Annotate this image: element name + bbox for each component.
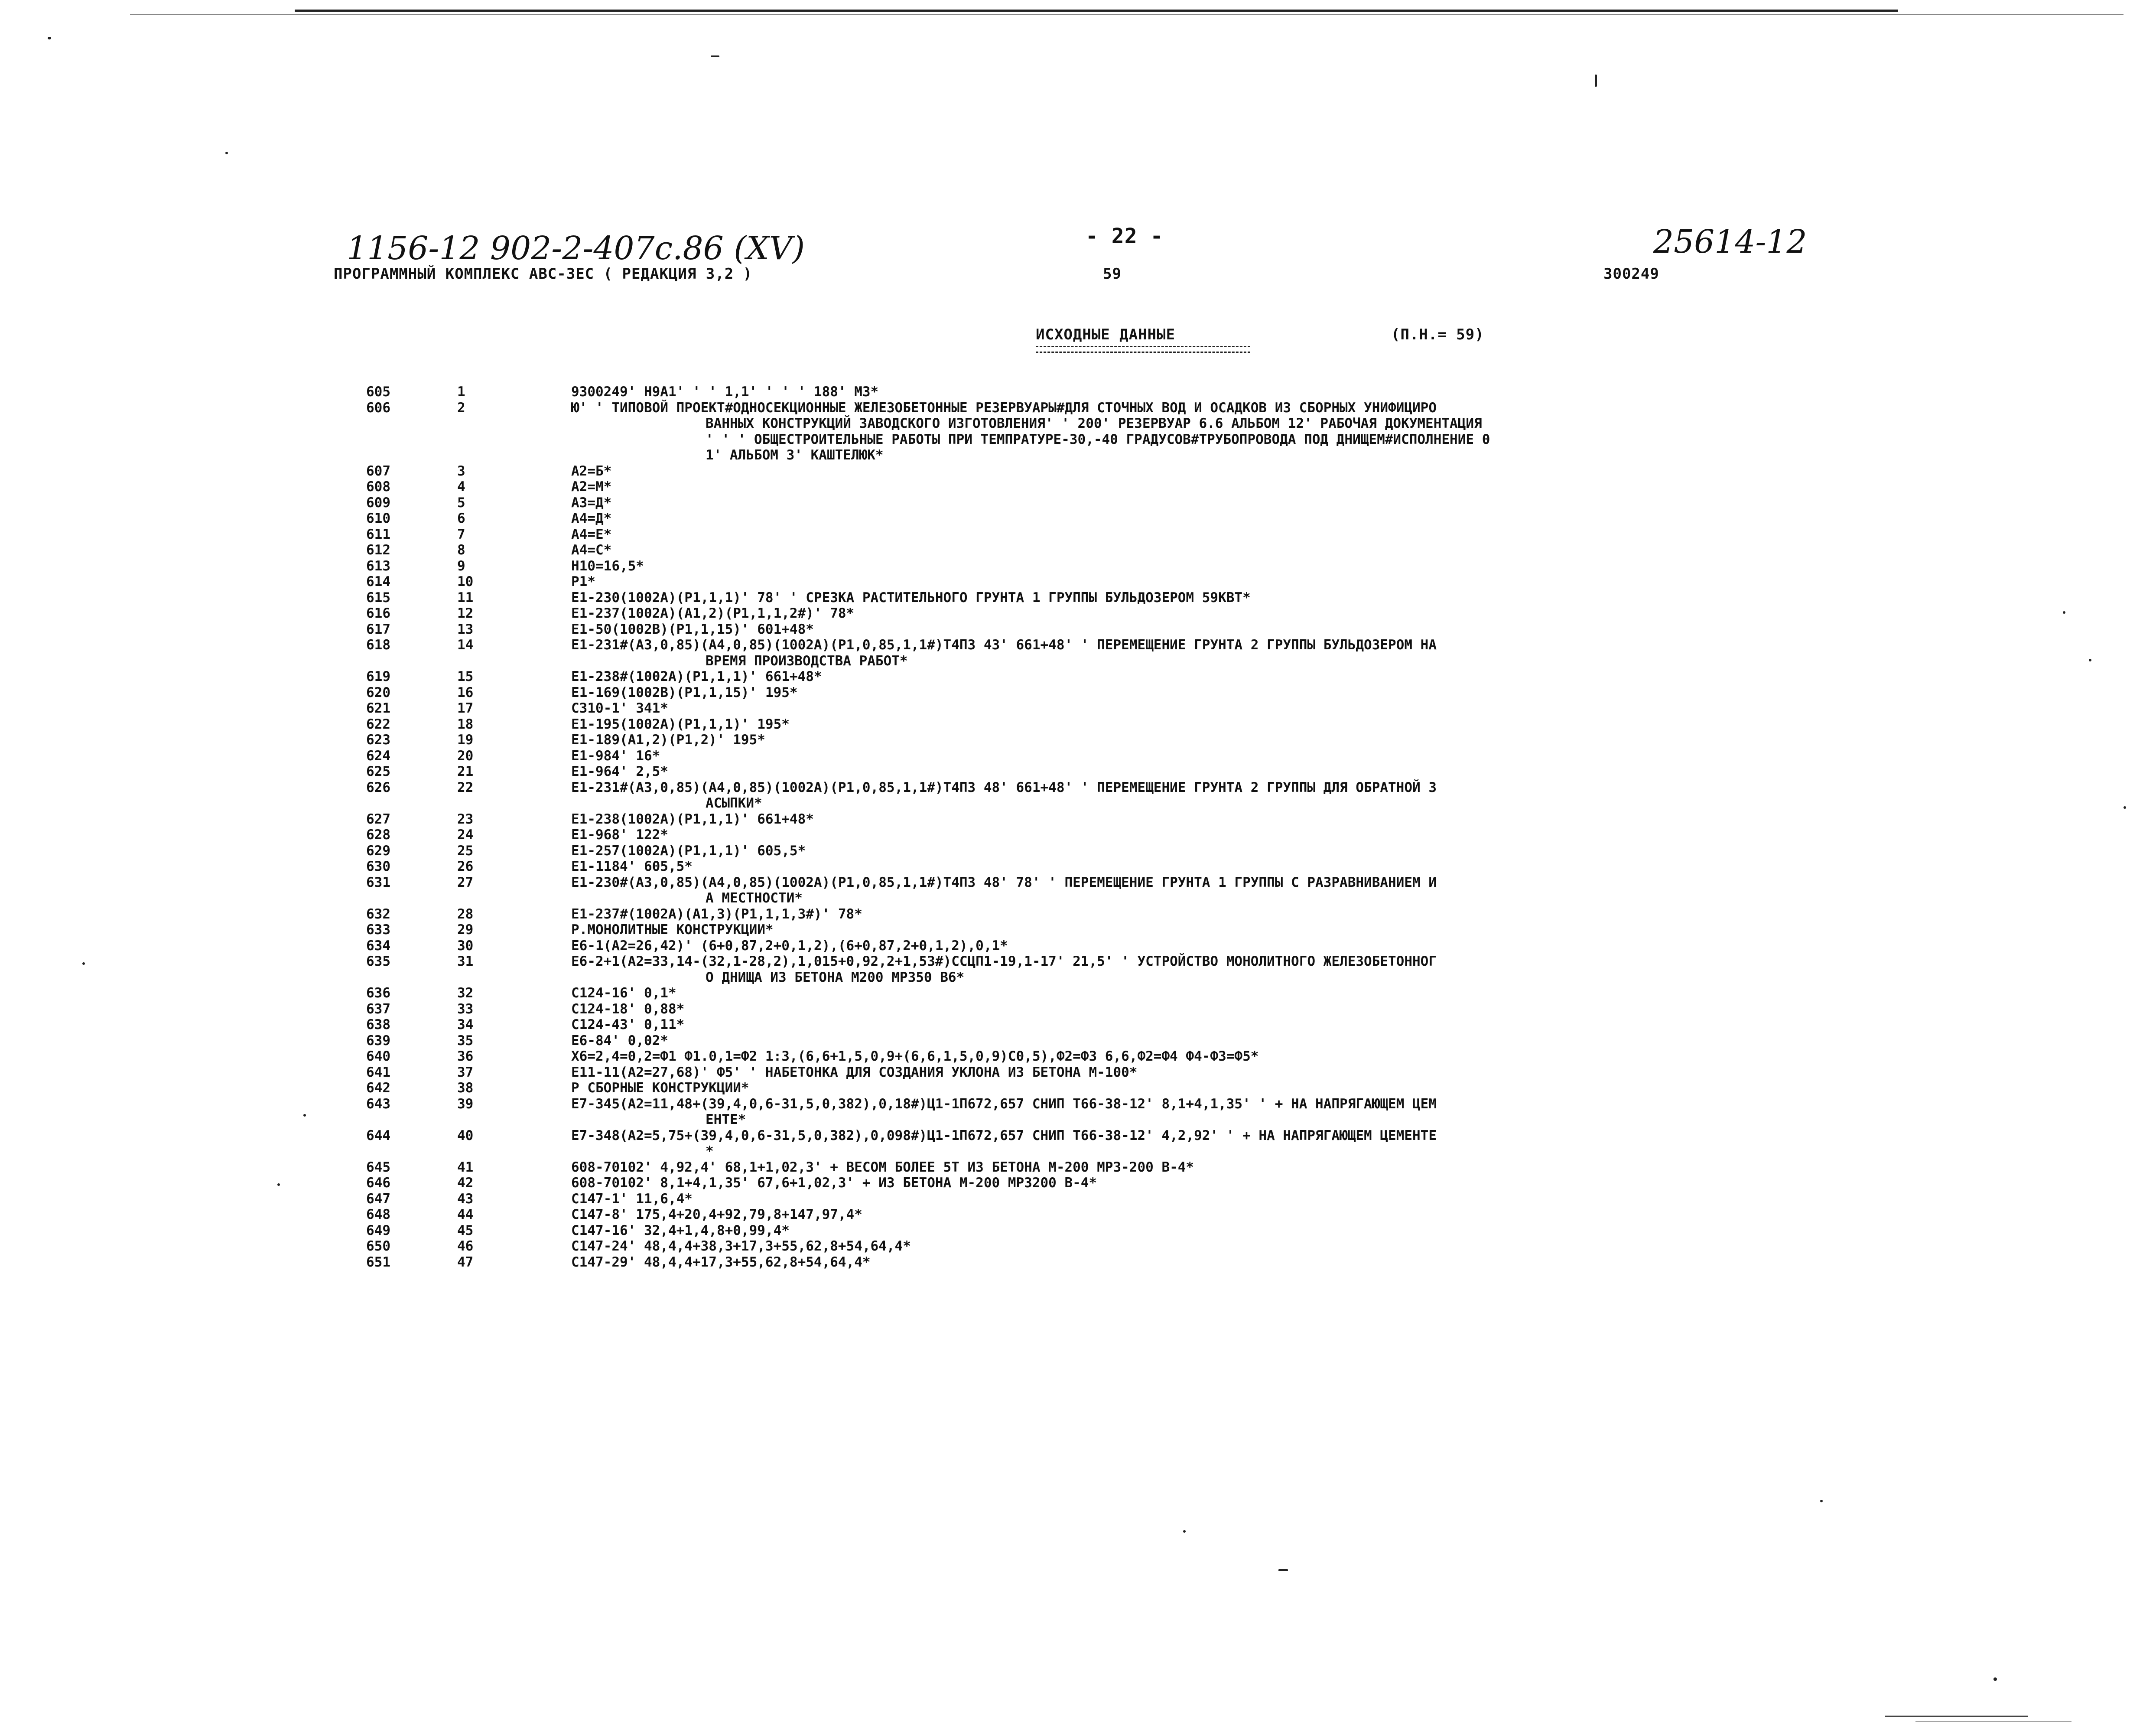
listing-row (0, 780, 2156, 796)
statement-number: 13 (457, 621, 474, 637)
line-number: 606 (366, 400, 390, 416)
statement-text: Е1-230#(А3,0,85)(А4,0,85)(1002А)(Р1,0,85,1,1#)Т4П3 48' 78' ' ПЕРЕМЕЩЕНИЕ ГРУНТА 1 ГРУППЫ С РАЗРАВНИВАНИЕМ И (571, 874, 1437, 890)
line-number: 638 (366, 1017, 390, 1032)
line-number: 621 (366, 700, 390, 716)
bottom-rule (1915, 1721, 2071, 1722)
listing-row (0, 1207, 2156, 1223)
handwritten-reference-left: 1156-12 902-2-407с.86 (XV) (347, 230, 805, 267)
statement-text: Е1-169(1002В)(Р1,1,15)' 195* (571, 684, 798, 700)
statement-number: 22 (457, 779, 474, 795)
line-number: 610 (366, 511, 390, 526)
statement-text: Е1-189(А1,2)(Р1,2)' 195* (571, 732, 765, 748)
statement-text: Е6-84' 0,02* (571, 1032, 668, 1049)
statement-number: 21 (457, 764, 474, 779)
statement-continuation: А МЕСТНОСТИ* (706, 890, 803, 906)
statement-text: Е1-237(1002А)(А1,2)(Р1,1,1,2#)' 78* (571, 606, 855, 621)
statement-number: 37 (457, 1064, 474, 1080)
statement-number: 29 (457, 922, 474, 938)
listing-row (0, 1128, 2156, 1144)
statement-number: 18 (457, 716, 474, 732)
line-number: 639 (366, 1032, 390, 1049)
listing-row (0, 700, 2156, 716)
statement-text: 9300249' Н9А1' ' ' 1,1' ' ' ' 188' М3* (571, 384, 879, 400)
listing-row (0, 1159, 2156, 1176)
line-number: 636 (366, 985, 390, 1001)
statement-text: С147-29' 48,4,4+17,3+55,62,8+54,64,4* (571, 1254, 871, 1270)
line-number: 635 (366, 954, 390, 969)
scan-speck (225, 152, 228, 154)
statement-text: А4=Д* (571, 511, 612, 526)
scan-speck (1820, 1500, 1823, 1502)
listing-row (0, 606, 2156, 622)
section-pn: (П.Н.= 59) (1391, 326, 1484, 343)
statement-text: Е1-231#(А3,0,85)(А4,0,85)(1002А)(Р1,0,85,1,1#)Т4П3 43' 661+48' ' ПЕРЕМЕЩЕНИЕ ГРУНТА 2 ГРУППЫ БУЛЬДОЗЕРОМ НА (571, 637, 1437, 653)
listing-row (0, 527, 2156, 543)
statement-text: Е1-237#(1002А)(А1,3)(Р1,1,1,3#)' 78* (571, 906, 862, 922)
statement-continuation: АСЫПКИ* (706, 795, 762, 811)
page-marker: - 22 - (1086, 224, 1164, 248)
statement-continuation: 1' АЛЬБОМ 3' КАШТЕЛЮК* (706, 447, 884, 463)
statement-text: Е1-964' 2,5* (571, 764, 668, 779)
statement-continuation: * (706, 1143, 714, 1159)
statement-number: 2 (457, 400, 465, 416)
statement-text: Е11-11(А2=27,68)' Ф5' ' НАБЕТОНКА ДЛЯ СОЗДАНИЯ УКЛОНА ИЗ БЕТОНА М-100* (571, 1064, 1138, 1080)
listing-row (0, 985, 2156, 1001)
line-number: 650 (366, 1238, 390, 1254)
statement-number: 26 (457, 859, 474, 874)
line-number: 626 (366, 779, 390, 795)
line-number: 643 (366, 1096, 390, 1112)
listing-row (0, 827, 2156, 843)
statement-number: 43 (457, 1191, 474, 1207)
listing-row (0, 1191, 2156, 1207)
statement-text: А3=Д* (571, 495, 612, 511)
statement-text: 608-70102' 4,92,4' 68,1+1,02,3' + ВЕСОМ БОЛЕЕ 5Т ИЗ БЕТОНА М-200 МРЗ-200 В-4* (571, 1159, 1194, 1175)
statement-number: 47 (457, 1254, 474, 1270)
page-number: 59 (1103, 265, 1122, 283)
statement-number: 17 (457, 700, 474, 716)
line-number: 630 (366, 859, 390, 874)
listing-row (0, 1001, 2156, 1017)
listing-row (0, 400, 2156, 416)
line-number: 609 (366, 495, 390, 511)
line-number: 612 (366, 542, 390, 558)
statement-text: Е1-968' 122* (571, 827, 668, 843)
statement-number: 27 (457, 874, 474, 890)
line-number: 651 (366, 1254, 390, 1270)
line-number: 614 (366, 574, 390, 589)
statement-number: 3 (457, 463, 465, 479)
listing-row (0, 1017, 2156, 1033)
line-number: 644 (366, 1127, 390, 1143)
statement-text: А4=Е* (571, 526, 612, 542)
scan-speck (1183, 1530, 1186, 1533)
statement-number: 35 (457, 1032, 474, 1049)
statement-text: С310-1' 341* (571, 700, 668, 716)
listing-row (0, 1096, 2156, 1112)
listing-row (0, 1254, 2156, 1270)
statement-number: 6 (457, 511, 465, 526)
statement-number: 9 (457, 558, 465, 574)
statement-number: 19 (457, 732, 474, 748)
line-number: 629 (366, 843, 390, 859)
line-number: 634 (366, 938, 390, 954)
line-number: 616 (366, 606, 390, 621)
scan-speck (277, 1183, 280, 1186)
statement-text: С147-8' 175,4+20,4+92,79,8+147,97,4* (571, 1207, 862, 1222)
line-number: 607 (366, 463, 390, 479)
statement-text: А4=С* (571, 542, 612, 558)
line-number: 637 (366, 1001, 390, 1017)
line-number: 646 (366, 1175, 390, 1191)
line-number: 625 (366, 764, 390, 779)
listing-row (0, 922, 2156, 938)
scan-speck (1595, 75, 1597, 87)
line-number: 627 (366, 811, 390, 827)
statement-number: 31 (457, 954, 474, 969)
statement-text: Р СБОРНЫЕ КОНСТРУКЦИИ* (571, 1080, 749, 1096)
listing-row (0, 748, 2156, 764)
statement-number: 12 (457, 606, 474, 621)
line-number: 647 (366, 1191, 390, 1207)
scan-speck (2063, 611, 2065, 614)
statement-number: 20 (457, 748, 474, 764)
statement-text: Е6-1(А2=26,42)' (6+0,87,2+0,1,2),(6+0,87,2+0,1,2),0,1* (571, 938, 1008, 954)
listing-row (0, 1049, 2156, 1065)
listing-row (0, 764, 2156, 780)
listing-row (0, 811, 2156, 827)
statement-continuation: ' ' ' ОБЩЕСТРОИТЕЛЬНЫЕ РАБОТЫ ПРИ ТЕМПРАТУРЕ-30,-40 ГРАДУСОВ#ТРУБОПРОВОДА ПОД ДНИЩЕМ#ИСПОЛНЕНИЕ 0 (706, 431, 1490, 447)
statement-number: 40 (457, 1127, 474, 1143)
listing-row (0, 875, 2156, 891)
statement-number: 42 (457, 1175, 474, 1191)
document-code: 300249 (1603, 265, 1659, 283)
statement-text: Ю' ' ТИПОВОЙ ПРОЕКТ#ОДНОСЕКЦИОННЫЕ ЖЕЛЕЗОБЕТОННЫЕ РЕЗЕРВУАРЫ#ДЛЯ СТОЧНЫХ ВОД И ОСАДКОВ ИЗ СБОРНЫХ УНИФИЦИРО (571, 400, 1437, 416)
listing-row (0, 859, 2156, 875)
line-number: 641 (366, 1064, 390, 1080)
listing-row (0, 574, 2156, 590)
statement-number: 10 (457, 574, 474, 589)
statement-number: 41 (457, 1159, 474, 1175)
statement-number: 5 (457, 495, 465, 511)
statement-text: 608-70102' 8,1+4,1,35' 67,6+1,02,3' + ИЗ БЕТОНА М-200 МРЗ200 В-4* (571, 1175, 1097, 1191)
top-rule-thin (130, 14, 2123, 15)
statement-text: С124-18' 0,88* (571, 1001, 685, 1017)
statement-number: 30 (457, 938, 474, 954)
line-number: 624 (366, 748, 390, 764)
statement-text: Е1-238(1002А)(Р1,1,1)' 661+48* (571, 811, 814, 827)
listing-row (0, 384, 2156, 400)
statement-number: 38 (457, 1080, 474, 1096)
listing-row (0, 542, 2156, 558)
line-number: 623 (366, 732, 390, 748)
statement-text: Е1-50(1002В)(Р1,1,15)' 601+48* (571, 621, 814, 637)
line-number: 645 (366, 1159, 390, 1175)
statement-text: С147-16' 32,4+1,4,8+0,99,4* (571, 1222, 790, 1238)
statement-continuation: ЕНТЕ* (706, 1112, 746, 1127)
statement-text: А2=Б* (571, 463, 612, 479)
statement-text: А2=М* (571, 479, 612, 495)
statement-text: Е1-984' 16* (571, 748, 660, 764)
statement-text: Р.МОНОЛИТНЫЕ КОНСТРУКЦИИ* (571, 922, 774, 938)
listing-row (0, 716, 2156, 733)
statement-number: 28 (457, 906, 474, 922)
line-number: 631 (366, 874, 390, 890)
statement-text: С147-1' 11,6,4* (571, 1191, 693, 1207)
listing-row (0, 1033, 2156, 1049)
statement-number: 14 (457, 637, 474, 653)
line-number: 619 (366, 669, 390, 684)
statement-number: 8 (457, 542, 465, 558)
statement-number: 32 (457, 985, 474, 1001)
statement-number: 4 (457, 479, 465, 495)
statement-text: Е1-195(1002А)(Р1,1,1)' 195* (571, 716, 790, 732)
scan-speck (2123, 806, 2126, 809)
statement-continuation: ВРЕМЯ ПРОИЗВОДСТВА РАБОТ* (706, 653, 908, 669)
statement-text: Е1-257(1002А)(Р1,1,1)' 605,5* (571, 843, 806, 859)
statement-text: Е7-348(А2=5,75+(39,4,0,6-31,5,0,382),0,098#)Ц1-1П672,657 СНИП Т66-38-12' 4,2,92' ' + НА НАПРЯГАЮЩЕМ ЦЕМЕНТЕ (571, 1127, 1437, 1143)
line-number: 605 (366, 384, 390, 400)
statement-number: 7 (457, 526, 465, 542)
statement-text: С147-24' 48,4,4+38,3+17,3+55,62,8+54,64,4* (571, 1238, 911, 1254)
statement-text: Р1* (571, 574, 595, 589)
section-title: ИСХОДНЫЕ ДАННЫЕ (1036, 326, 1176, 343)
statement-number: 39 (457, 1096, 474, 1112)
listing-row (0, 906, 2156, 922)
statement-number: 24 (457, 827, 474, 843)
statement-text: Н10=16,5* (571, 558, 644, 574)
line-number: 608 (366, 479, 390, 495)
statement-text: Е7-345(А2=11,48+(39,4,0,6-31,5,0,382),0,18#)Ц1-1П672,657 СНИП Т66-38-12' 8,1+4,1,35' ' + НА НАПРЯГАЮЩЕМ ЦЕМ (571, 1096, 1437, 1112)
listing-row (0, 1238, 2156, 1254)
scan-speck (1278, 1569, 1288, 1571)
listing-row (0, 495, 2156, 511)
statement-text: Е1-231#(А3,0,85)(А4,0,85)(1002А)(Р1,0,85,1,1#)Т4П3 48' 661+48' ' ПЕРЕМЕЩЕНИЕ ГРУНТА 2 ГРУППЫ ДЛЯ ОБРАТНОЙ З (571, 779, 1437, 795)
listing-row (0, 463, 2156, 479)
statement-number: 11 (457, 589, 474, 606)
line-number: 633 (366, 922, 390, 938)
top-rule (295, 10, 1898, 12)
statement-text: Х6=2,4=0,2=Ф1 Ф1.0,1=Ф2 1:3,(6,6+1,5,0,9+(6,6,1,5,0,9)С0,5),Ф2=Ф3 6,6,Ф2=Ф4 Ф4-Ф3=Ф5* (571, 1049, 1259, 1064)
statement-text: Е6-2+1(А2=33,14-(32,1-28,2),1,015+0,92,2+1,53#)ССЦП1-19,1-17' 21,5' ' УСТРОЙСТВО МОНОЛИТНОГО ЖЕЛЕЗОБЕТОННОГ (571, 954, 1437, 969)
scan-speck (1993, 1677, 1997, 1681)
listing-row (0, 938, 2156, 954)
statement-text: Е1-230(1002А)(Р1,1,1)' 78' ' СРЕЗКА РАСТИТЕЛЬНОГО ГРУНТА 1 ГРУППЫ БУЛЬДОЗЕРОМ 59КВТ* (571, 589, 1251, 606)
listing-row (0, 511, 2156, 527)
statement-number: 46 (457, 1238, 474, 1254)
line-number: 648 (366, 1207, 390, 1222)
listing-row (0, 732, 2156, 748)
title-underline (1036, 346, 1250, 353)
statement-text: С124-43' 0,11* (571, 1017, 685, 1032)
line-number: 620 (366, 684, 390, 700)
scan-speck (2089, 659, 2091, 661)
listing-row (0, 479, 2156, 495)
listing-row (0, 622, 2156, 638)
handwritten-reference-right: 25614-12 (1653, 223, 1807, 261)
statement-number: 36 (457, 1049, 474, 1064)
listing-row (0, 558, 2156, 574)
listing-row (0, 1080, 2156, 1096)
statement-continuation: О ДНИЩА ИЗ БЕТОНА М200 МРЗ50 В6* (706, 969, 965, 985)
line-number: 613 (366, 558, 390, 574)
line-number: 640 (366, 1049, 390, 1064)
listing-row (0, 685, 2156, 701)
listing-row (0, 843, 2156, 859)
line-number: 632 (366, 906, 390, 922)
scan-speck (711, 55, 719, 57)
line-number: 615 (366, 589, 390, 606)
line-number: 617 (366, 621, 390, 637)
statement-number: 1 (457, 384, 465, 400)
listing-row (0, 669, 2156, 685)
line-number: 628 (366, 827, 390, 843)
statement-number: 33 (457, 1001, 474, 1017)
listing-row (0, 1175, 2156, 1191)
statement-text: С124-16' 0,1* (571, 985, 676, 1001)
listing-row (0, 954, 2156, 970)
scan-speck (48, 37, 51, 39)
statement-number: 25 (457, 843, 474, 859)
statement-number: 34 (457, 1017, 474, 1032)
scan-speck (303, 1114, 306, 1117)
statement-number: 23 (457, 811, 474, 827)
statement-number: 16 (457, 684, 474, 700)
statement-continuation: ВАННЫХ КОНСТРУКЦИЙ ЗАВОДСКОГО ИЗГОТОВЛЕНИЯ' ' 200' РЕЗЕРВУАР 6.6 АЛЬБОМ 12' РАБОЧАЯ ДОКУМЕНТАЦИЯ (706, 416, 1482, 431)
listing-row (0, 590, 2156, 606)
statement-number: 45 (457, 1222, 474, 1238)
statement-number: 44 (457, 1207, 474, 1222)
line-number: 642 (366, 1080, 390, 1096)
listing-row (0, 1223, 2156, 1239)
line-number: 649 (366, 1222, 390, 1238)
statement-text: Е1-238#(1002А)(Р1,1,1)' 661+48* (571, 669, 822, 684)
line-number: 622 (366, 716, 390, 732)
listing-row (0, 637, 2156, 653)
statement-text: Е1-1184' 605,5* (571, 859, 693, 874)
listing-row (0, 1065, 2156, 1081)
statement-number: 15 (457, 669, 474, 684)
program-header: ПРОГРАММНЫЙ КОМПЛЕКС АВС-3ЕС ( РЕДАКЦИЯ 3,2 ) (334, 265, 753, 283)
line-number: 611 (366, 526, 390, 542)
line-number: 618 (366, 637, 390, 653)
scan-speck (82, 962, 85, 965)
bottom-rule (1885, 1716, 2028, 1717)
